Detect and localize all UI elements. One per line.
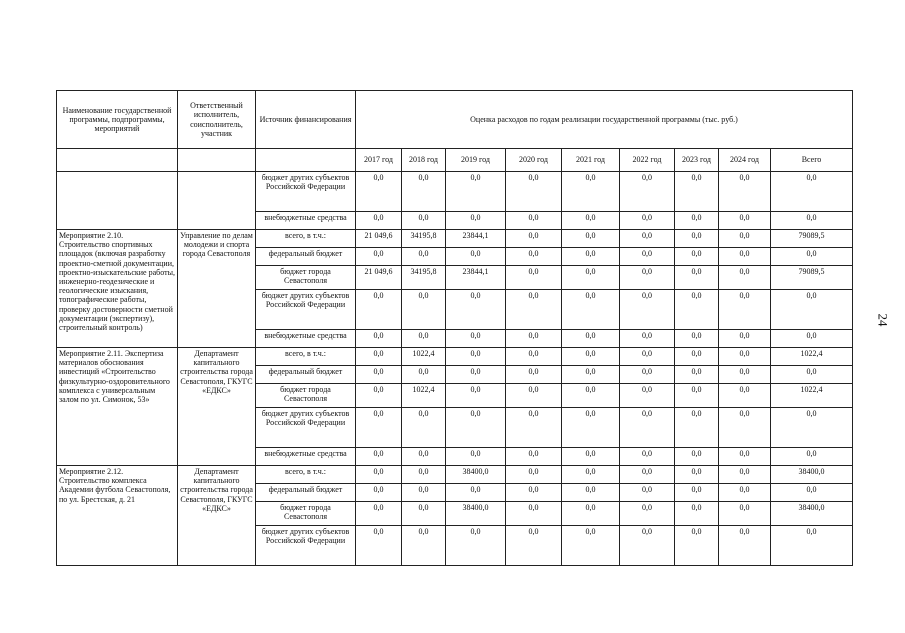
total-cell: 0,0 [771,448,853,466]
funding-source: бюджет других субъектов Российской Федерации [256,408,356,448]
amount-cell: 0,0 [620,466,675,484]
amount-cell: 0,0 [719,172,771,212]
amount-cell: 0,0 [506,348,562,366]
amount-cell: 0,0 [402,366,446,384]
amount-cell: 21 049,6 [356,230,402,248]
amount-cell: 0,0 [402,526,446,566]
amount-cell: 0,0 [620,366,675,384]
amount-cell: 0,0 [446,384,506,408]
amount-cell: 0,0 [562,448,620,466]
total-cell: 0,0 [771,526,853,566]
amount-cell: 0,0 [675,330,719,348]
amount-cell: 0,0 [506,266,562,290]
amount-cell: 0,0 [719,384,771,408]
amount-cell: 0,0 [620,448,675,466]
amount-cell: 0,0 [620,330,675,348]
amount-cell: 0,0 [356,212,402,230]
amount-cell: 34195,8 [402,230,446,248]
amount-cell: 0,0 [620,384,675,408]
budget-table [56,90,853,566]
budget-table-body [57,91,853,566]
amount-cell: 0,0 [719,348,771,366]
amount-cell: 0,0 [356,384,402,408]
amount-cell: 0,0 [356,408,402,448]
amount-cell: 0,0 [675,212,719,230]
table-row [57,172,853,212]
amount-cell: 0,0 [356,366,402,384]
measure-name [57,172,178,230]
total-cell: 0,0 [771,330,853,348]
header-name: Наименование государственной программы, подпрограммы, мероприятий [57,91,178,149]
year-row-blank [57,149,178,172]
amount-cell: 0,0 [562,348,620,366]
header-executor: Ответственный исполнитель, соисполнитель, участник [178,91,256,149]
amount-cell: 0,0 [719,408,771,448]
amount-cell: 0,0 [506,212,562,230]
amount-cell: 0,0 [562,484,620,502]
amount-cell: 0,0 [562,212,620,230]
amount-cell: 0,0 [506,330,562,348]
measure-executor: Департамент капитального строительства города Севастополя, ГКУГС «ЕДКС» [178,466,256,566]
amount-cell: 0,0 [506,448,562,466]
amount-cell: 0,0 [620,248,675,266]
amount-cell: 0,0 [719,330,771,348]
amount-cell: 0,0 [620,348,675,366]
amount-cell: 0,0 [506,526,562,566]
amount-cell: 0,0 [620,408,675,448]
amount-cell: 0,0 [402,290,446,330]
amount-cell: 0,0 [562,230,620,248]
amount-cell: 0,0 [675,502,719,526]
amount-cell: 0,0 [356,448,402,466]
amount-cell: 0,0 [356,290,402,330]
amount-cell: 0,0 [562,248,620,266]
total-cell: 0,0 [771,366,853,384]
total-cell: 0,0 [771,290,853,330]
amount-cell: 0,0 [506,230,562,248]
amount-cell: 0,0 [620,526,675,566]
amount-cell: 0,0 [675,172,719,212]
total-cell: 79089,5 [771,230,853,248]
amount-cell: 0,0 [719,248,771,266]
amount-cell: 21 049,6 [356,266,402,290]
amount-cell: 0,0 [562,266,620,290]
header-row [57,91,853,149]
year-cell: 2021 год [562,149,620,172]
total-cell: 38400,0 [771,502,853,526]
table-row [57,230,853,248]
amount-cell: 0,0 [506,466,562,484]
funding-source: внебюджетные средства [256,330,356,348]
header-estimate: Оценка расходов по годам реализации государственной программы (тыс. руб.) [356,91,853,149]
year-cell: 2023 год [675,149,719,172]
total-cell: 0,0 [771,212,853,230]
funding-source: всего, в т.ч.: [256,466,356,484]
year-cell: Всего [771,149,853,172]
amount-cell: 0,0 [620,502,675,526]
amount-cell: 0,0 [356,330,402,348]
amount-cell: 0,0 [446,212,506,230]
amount-cell: 0,0 [356,248,402,266]
funding-source: бюджет других субъектов Российской Федерации [256,290,356,330]
amount-cell: 0,0 [356,348,402,366]
amount-cell: 0,0 [562,466,620,484]
header-source: Источник финансирования [256,91,356,149]
year-row-blank [256,149,356,172]
amount-cell: 0,0 [446,330,506,348]
amount-cell: 0,0 [675,408,719,448]
amount-cell: 0,0 [446,408,506,448]
amount-cell: 0,0 [446,448,506,466]
amount-cell: 0,0 [675,484,719,502]
amount-cell: 0,0 [506,366,562,384]
funding-source: бюджет города Севастополя [256,384,356,408]
table-row [57,348,853,366]
year-row-blank [178,149,256,172]
funding-source: всего, в т.ч.: [256,230,356,248]
total-cell: 79089,5 [771,266,853,290]
amount-cell: 0,0 [356,526,402,566]
funding-source: бюджет других субъектов Российской Федерации [256,526,356,566]
amount-cell: 0,0 [446,484,506,502]
amount-cell: 0,0 [675,266,719,290]
amount-cell: 0,0 [402,448,446,466]
measure-name: Мероприятие 2.12. Строительство комплекса Академии футбола Севастополя, по ул. Брестская, д. 21 [57,466,178,566]
funding-source: всего, в т.ч.: [256,348,356,366]
year-cell: 2019 год [446,149,506,172]
amount-cell: 38400,0 [446,502,506,526]
year-cell: 2022 год [620,149,675,172]
year-cell: 2018 год [402,149,446,172]
amount-cell: 0,0 [719,366,771,384]
amount-cell: 0,0 [506,502,562,526]
year-row [57,149,853,172]
funding-source: бюджет других субъектов Российской Федерации [256,172,356,212]
amount-cell: 0,0 [719,266,771,290]
amount-cell: 0,0 [402,212,446,230]
amount-cell: 0,0 [506,248,562,266]
amount-cell: 0,0 [356,484,402,502]
amount-cell: 0,0 [675,526,719,566]
amount-cell: 0,0 [719,484,771,502]
amount-cell: 0,0 [446,366,506,384]
total-cell: 0,0 [771,408,853,448]
amount-cell: 0,0 [506,484,562,502]
year-cell: 2020 год [506,149,562,172]
amount-cell: 0,0 [356,502,402,526]
measure-executor: Управление по делам молодежи и спорта города Севастополя [178,230,256,348]
amount-cell: 0,0 [620,290,675,330]
amount-cell: 0,0 [675,448,719,466]
total-cell: 0,0 [771,248,853,266]
amount-cell: 0,0 [356,466,402,484]
page-number: 24 [875,313,891,327]
amount-cell: 0,0 [675,348,719,366]
amount-cell: 0,0 [620,172,675,212]
amount-cell: 0,0 [402,484,446,502]
total-cell: 0,0 [771,484,853,502]
funding-source: внебюджетные средства [256,212,356,230]
funding-source: федеральный бюджет [256,366,356,384]
amount-cell: 0,0 [719,526,771,566]
amount-cell: 0,0 [562,408,620,448]
amount-cell: 0,0 [719,448,771,466]
measure-executor [178,172,256,230]
amount-cell: 38400,0 [446,466,506,484]
year-cell: 2017 год [356,149,402,172]
amount-cell: 0,0 [402,502,446,526]
measure-name: Мероприятие 2.10. Строительство спортивных площадок (включая разработку проектно-сметной документации, проектно-изыскательские работы, инженерно-геодезические и геологические изыскания, топографические работы, проверку достоверности сметной документации (экспертизу), строительный контроль) [57,230,178,348]
amount-cell: 0,0 [675,248,719,266]
amount-cell: 0,0 [719,466,771,484]
amount-cell: 0,0 [402,172,446,212]
amount-cell: 0,0 [675,230,719,248]
amount-cell: 0,0 [446,526,506,566]
amount-cell: 0,0 [719,230,771,248]
amount-cell: 23844,1 [446,266,506,290]
amount-cell: 0,0 [562,502,620,526]
amount-cell: 0,0 [402,248,446,266]
amount-cell: 0,0 [675,384,719,408]
funding-source: федеральный бюджет [256,484,356,502]
amount-cell: 0,0 [402,408,446,448]
amount-cell: 23844,1 [446,230,506,248]
amount-cell: 0,0 [562,290,620,330]
amount-cell: 0,0 [620,484,675,502]
total-cell: 1022,4 [771,348,853,366]
total-cell: 38400,0 [771,466,853,484]
total-cell: 0,0 [771,172,853,212]
amount-cell: 0,0 [675,466,719,484]
amount-cell: 0,0 [562,526,620,566]
amount-cell: 0,0 [506,172,562,212]
amount-cell: 0,0 [620,212,675,230]
amount-cell: 0,0 [402,330,446,348]
amount-cell: 0,0 [402,466,446,484]
measure-executor: Департамент капитального строительства города Севастополя, ГКУГС «ЕДКС» [178,348,256,466]
measure-name: Мероприятие 2.11. Экспертиза материалов обоснования инвестиций «Строительство физкультурно-оздоровительного комплекса с универсальным залом по ул. Симонок, 53» [57,348,178,466]
amount-cell: 0,0 [620,230,675,248]
amount-cell: 0,0 [562,172,620,212]
amount-cell: 0,0 [719,290,771,330]
amount-cell: 0,0 [719,212,771,230]
amount-cell: 0,0 [506,408,562,448]
amount-cell: 0,0 [562,366,620,384]
amount-cell: 0,0 [719,502,771,526]
amount-cell: 0,0 [562,330,620,348]
amount-cell: 0,0 [446,348,506,366]
amount-cell: 0,0 [506,384,562,408]
amount-cell: 0,0 [675,290,719,330]
funding-source: бюджет города Севастополя [256,502,356,526]
year-cell: 2024 год [719,149,771,172]
amount-cell: 0,0 [562,384,620,408]
amount-cell: 1022,4 [402,348,446,366]
funding-source: федеральный бюджет [256,248,356,266]
amount-cell: 34195,8 [402,266,446,290]
amount-cell: 1022,4 [402,384,446,408]
total-cell: 1022,4 [771,384,853,408]
table-row [57,466,853,484]
amount-cell: 0,0 [446,172,506,212]
amount-cell: 0,0 [506,290,562,330]
funding-source: бюджет города Севастополя [256,266,356,290]
amount-cell: 0,0 [620,266,675,290]
funding-source: внебюджетные средства [256,448,356,466]
amount-cell: 0,0 [675,366,719,384]
amount-cell: 0,0 [446,248,506,266]
amount-cell: 0,0 [446,290,506,330]
amount-cell: 0,0 [356,172,402,212]
